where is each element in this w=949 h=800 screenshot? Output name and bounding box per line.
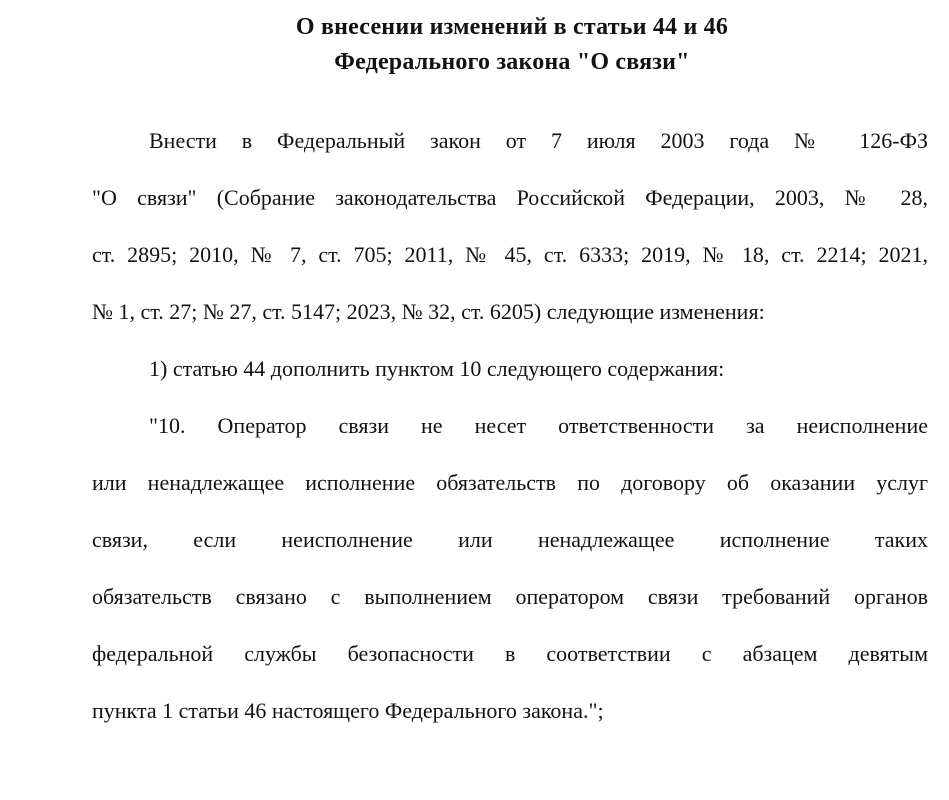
text-line: 1) статью 44 дополнить пунктом 10 следующего содержания: [149,356,725,381]
text-line: пункта 1 статьи 46 настоящего Федерального закона."; [92,698,604,723]
document-title-line-2: Федерального закона "О связи" [334,49,690,75]
text-line: обязательств связано с выполнением оператором связи требований органов [92,584,928,609]
text-line: № 1, ст. 27; № 27, ст. 5147; 2023, № 32, ст. 6205) следующие изменения: [92,299,765,324]
text-line: Внести в Федеральный закон от 7 июля 2003 года № 126-ФЗ [149,128,928,153]
paragraph-amendment-intro [92,112,928,340]
paragraph-item-1 [92,340,928,397]
text-line: федеральной службы безопасности в соответствии с абзацем девятым [92,641,928,666]
text-line: "10. Оператор связи не несет ответственности за неисполнение [149,413,928,438]
text-line: ст. 2895; 2010, № 7, ст. 705; 2011, № 45, ст. 6333; 2019, № 18, ст. 2214; 2021, [92,242,928,267]
text-line: или ненадлежащее исполнение обязательств по договору об оказании услуг [92,470,928,495]
text-line: связи, если неисполнение или ненадлежащее исполнение таких [92,527,928,552]
document-body [92,112,928,739]
document-title [92,10,932,80]
text-line: "О связи" (Собрание законодательства Российской Федерации, 2003, № 28, [92,185,928,210]
paragraph-quoted-clause-10 [92,397,928,739]
document-title-line-1: О внесении изменений в статьи 44 и 46 [295,14,729,40]
